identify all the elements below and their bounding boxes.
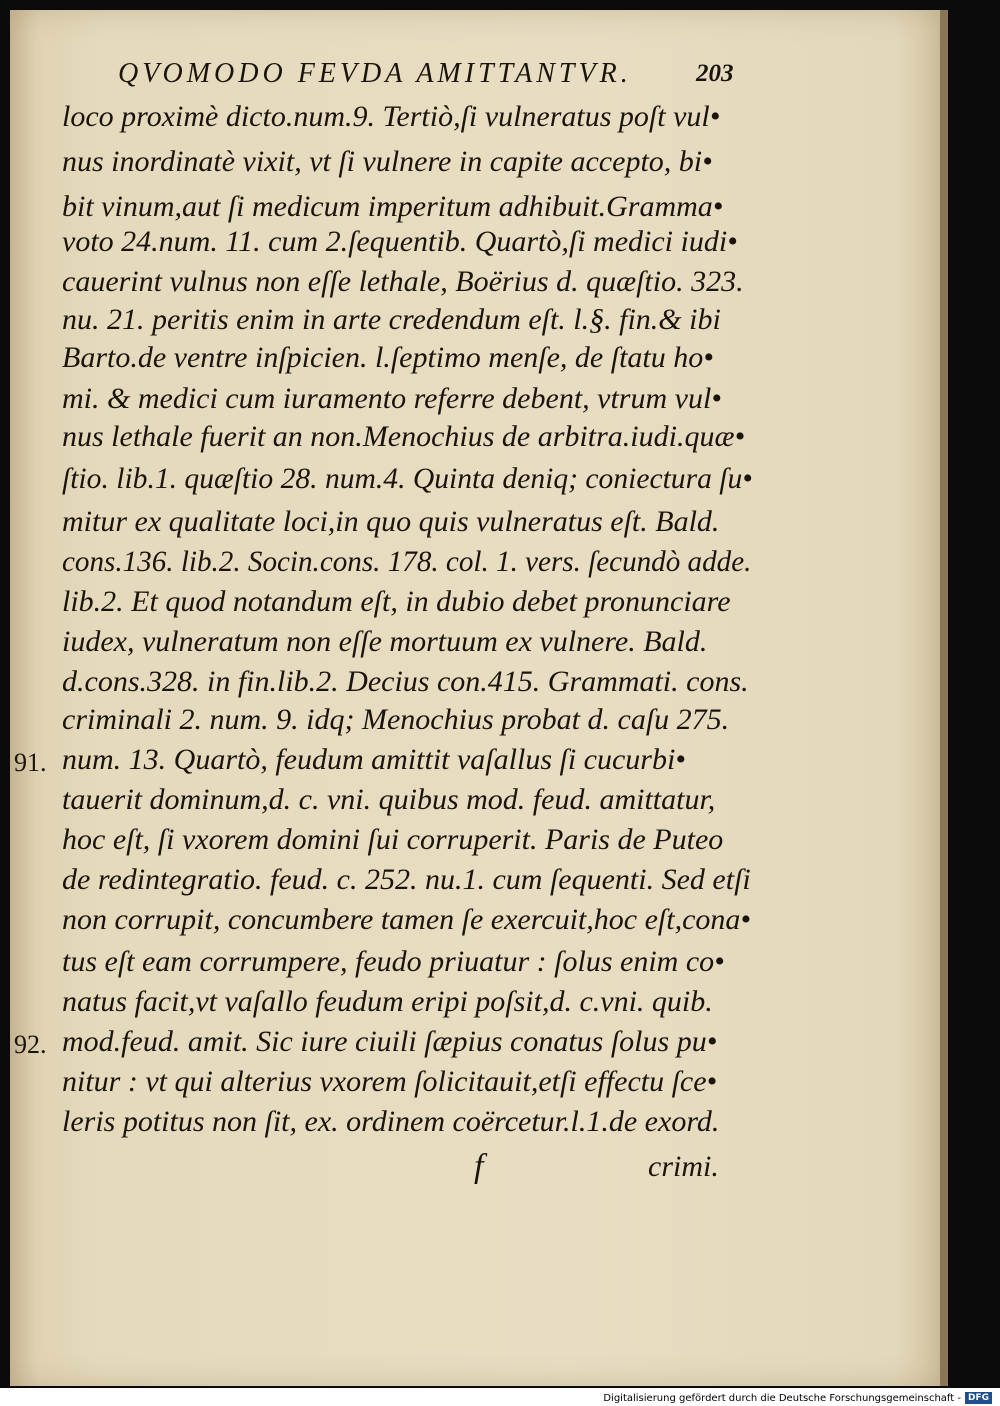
footer-text: Digitalisierung gefördert durch die Deutsche Forschungsgemeinschaft - [603,1392,961,1404]
text-line: bit vinum,aut ſi medicum imperitum adhibuit.Gramma• [62,190,724,223]
text-line: nu. 21. peritis enim in arte credendum eſt. l.§. fin.& ibi [62,303,721,336]
marginal-number: 92. [14,1030,47,1059]
text-line: natus facit,vt vaſallo feudum eripi poſsit,d. c.vni. quib. [62,985,713,1018]
running-head: QVOMODO FEVDA AMITTANTVR. [118,58,632,89]
text-line: cons.136. lib.2. Socin.cons. 178. col. 1. vers. ſecundò adde. [62,545,752,578]
dfg-logo-icon: DFG [965,1392,992,1404]
text-line: cauerint vulnus non eſſe lethale, Boërius d. quæſtio. 323. [62,265,744,298]
text-line: de redintegratio. feud. c. 252. nu.1. cum ſequenti. Sed etſi [62,863,751,896]
text-line: ſtio. lib.1. quæſtio 28. num.4. Quinta deniq; coniectura ſu• [62,462,753,495]
text-line: criminali 2. num. 9. idq; Menochius probat d. caſu 275. [62,703,730,736]
signature-mark: f [474,1148,484,1185]
text-line: nus lethale fuerit an non.Menochius de arbitra.iudi.quæ• [62,420,745,453]
text-line: num. 13. Quartò, feudum amittit vaſallus ſi cucurbi• [62,743,686,776]
page-edge [940,10,948,1386]
text-line: mi. & medici cum iuramento referre debent, vtrum vul• [62,382,722,415]
text-line: Barto.de ventre inſpicien. l.ſeptimo menſe, de ſtatu ho• [62,341,714,374]
text-line: non corrupit, concumbere tamen ſe exercuit,hoc eſt,cona• [62,903,751,936]
text-line: mitur ex qualitate loci,in quo quis vulneratus eſt. Bald. [62,505,720,538]
marginal-number: 91. [14,748,47,777]
text-line: d.cons.328. in fin.lib.2. Decius con.415. Grammati. cons. [62,665,749,698]
text-line: voto 24.num. 11. cum 2.ſequentib. Quartò,ſi medici iudi• [62,225,738,258]
page-number: 203 [696,60,734,87]
text-line: hoc eſt, ſi vxorem domini ſui corruperit. Paris de Puteo [62,823,724,856]
text-line: lib.2. Et quod notandum eſt, in dubio debet pronunciare [62,585,731,618]
text-line: iudex, vulneratum non eſſe mortuum ex vulnere. Bald. [62,625,708,658]
text-line: loco proximè dicto.num.9. Tertiò,ſi vulneratus poſt vul• [62,100,721,133]
text-line: leris potitus non ſit, ex. ordinem coërcetur.l.1.de exord. [62,1105,720,1138]
text-line: nitur : vt qui alterius vxorem ſolicitauit,etſi effectu ſce• [62,1065,718,1098]
text-line: tauerit dominum,d. c. vni. quibus mod. feud. amittatur, [62,783,716,816]
text-line: mod.feud. amit. Sic iure ciuili ſæpius conatus ſolus pu• [62,1025,718,1058]
catchword: crimi. [648,1150,719,1183]
text-line: nus inordinatè vixit, vt ſi vulnere in capite accepto, bi• [62,145,713,178]
text-line: tus eſt eam corrumpere, feudo priuatur : ſolus enim co• [62,945,725,978]
digitization-footer [603,1391,992,1405]
